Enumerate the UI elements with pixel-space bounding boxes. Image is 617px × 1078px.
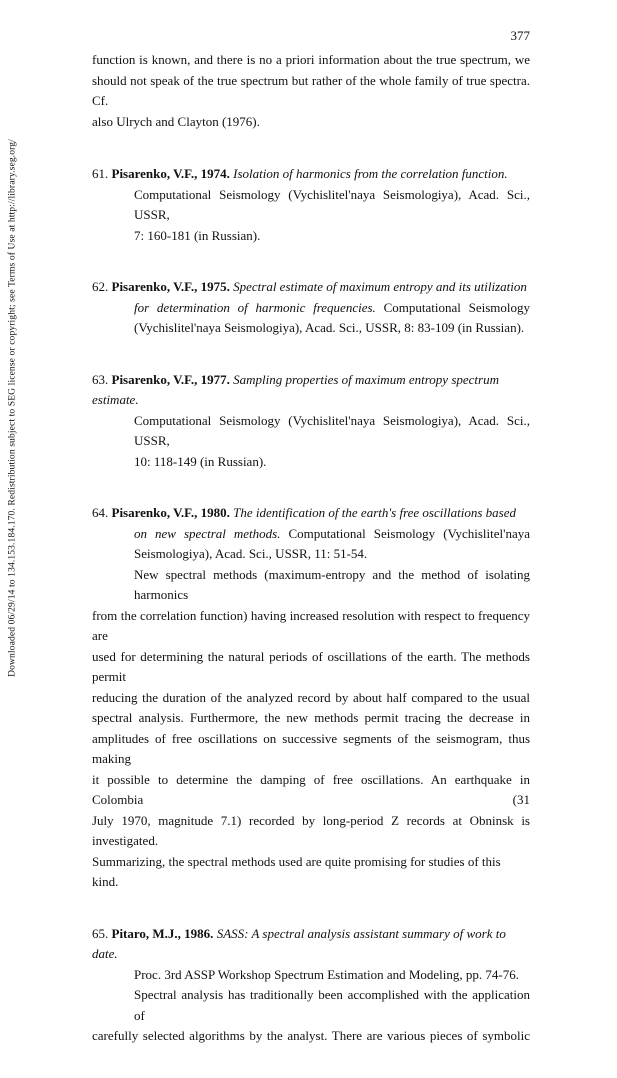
abstract-line: July 1970, magnitude 7.1) recorded by long-period Z records at Obninsk is investigated. bbox=[92, 812, 530, 848]
ref-title-continued: on new spectral methods. bbox=[134, 525, 281, 541]
abstract-line: reducing the duration of the analyzed record by about half compared to the usual bbox=[92, 689, 530, 705]
page-body bbox=[92, 50, 530, 1078]
ref-source-line: Proc. 3rd ASSP Workshop Spectrum Estimation and Modeling, pp. 74-76. bbox=[134, 966, 519, 982]
ref-source-line: (Vychislitel'naya Seismologiya), Acad. Sci., USSR, 8: 83-109 (in Russian). bbox=[134, 320, 525, 335]
ref-title: Sampling properties of maximum entropy spectrum estimate. bbox=[92, 371, 499, 407]
abstract-line: used for determining the natural periods of oscillations of the earth. The methods permit bbox=[92, 648, 530, 684]
ref-author: Pisarenko, V.F., 1975. bbox=[111, 279, 230, 294]
reference-65 bbox=[92, 924, 530, 1047]
abstract-line: New spectral methods (maximum-entropy and the method of isolating harmonics bbox=[134, 566, 530, 602]
ref-title: SASS: A spectral analysis assistant summary of work to date. bbox=[92, 925, 506, 961]
ref-source-line: Computational Seismology (Vychislitel'naya Seismologiya), Acad. Sci., USSR, bbox=[134, 186, 530, 222]
abstract-line: carefully selected algorithms by the analyst. There are various pieces of symbolic bbox=[92, 1028, 530, 1043]
ref-title: Spectral estimate of maximum entropy and its utilization bbox=[233, 279, 527, 294]
ref-abstract bbox=[92, 985, 530, 1047]
ref-source-line: Seismologiya), Acad. Sci., USSR, 11: 51-54. bbox=[134, 546, 368, 561]
reference-62 bbox=[92, 277, 530, 339]
ref-number: 62. bbox=[92, 279, 109, 294]
reference-63 bbox=[92, 370, 530, 473]
download-notice-text: Downloaded 06/29/14 to 134.153.184.170. Redistribution subject to SEG license or copyright; see Terms of Use at http://library.seg.org/ bbox=[6, 139, 18, 677]
ref-title-continued: for determination of harmonic frequencies. bbox=[134, 299, 376, 315]
ref-source-line: Computational Seismology (Vychislitel'naya Seismologiya), Acad. Sci., USSR, bbox=[134, 412, 530, 448]
abstract-line: spectral analysis. Furthermore, the new methods permit tracing the decrease in bbox=[92, 710, 530, 725]
ref-source-line: Computational Seismology (Vychislitel'naya bbox=[288, 525, 531, 541]
intro-line: also Ulrych and Clayton (1976). bbox=[92, 113, 260, 129]
intro-line: should not speak of the true spectrum but rather of the whole family of true spectra. Cf. bbox=[92, 72, 530, 108]
ref-number: 63. bbox=[92, 371, 109, 387]
ref-abstract bbox=[92, 565, 530, 893]
intro-paragraph bbox=[92, 50, 530, 132]
abstract-line: it possible to determine the damping of free oscillations. An earthquake in Colombia (31 bbox=[92, 771, 530, 807]
ref-title: Isolation of harmonics from the correlation function. bbox=[233, 166, 508, 181]
ref-number: 64. bbox=[92, 505, 109, 520]
ref-author: Pisarenko, V.F., 1980. bbox=[111, 505, 230, 520]
ref-source-line: Computational Seismology bbox=[383, 299, 530, 315]
abstract-line: Summarizing, the spectral methods used are quite promising for studies of this kind. bbox=[92, 853, 501, 889]
reference-61 bbox=[92, 164, 530, 246]
abstract-line: amplitudes of free oscillations on successive segments of the seismogram, thus making bbox=[92, 730, 530, 766]
ref-author: Pisarenko, V.F., 1977. bbox=[111, 371, 230, 387]
ref-number: 61. bbox=[92, 166, 109, 181]
reference-64 bbox=[92, 503, 530, 893]
abstract-line: Spectral analysis has traditionally been accomplished with the application of bbox=[134, 987, 530, 1023]
page-number: 377 bbox=[510, 28, 530, 43]
ref-source-line: 7: 160-181 (in Russian). bbox=[134, 227, 261, 243]
intro-line: function is known, and there is no a priori information about the true spectrum, we bbox=[92, 52, 530, 67]
download-notice-sidebar bbox=[2, 128, 22, 688]
abstract-line: from the correlation function) having increased resolution with respect to frequency are bbox=[92, 607, 530, 643]
ref-source-line: 10: 118-149 (in Russian). bbox=[134, 453, 267, 469]
ref-author: Pisarenko, V.F., 1974. bbox=[111, 166, 230, 181]
ref-number: 65. bbox=[92, 925, 109, 941]
ref-title: The identification of the earth's free oscillations based bbox=[233, 505, 516, 520]
ref-author: Pitaro, M.J., 1986. bbox=[111, 925, 214, 941]
